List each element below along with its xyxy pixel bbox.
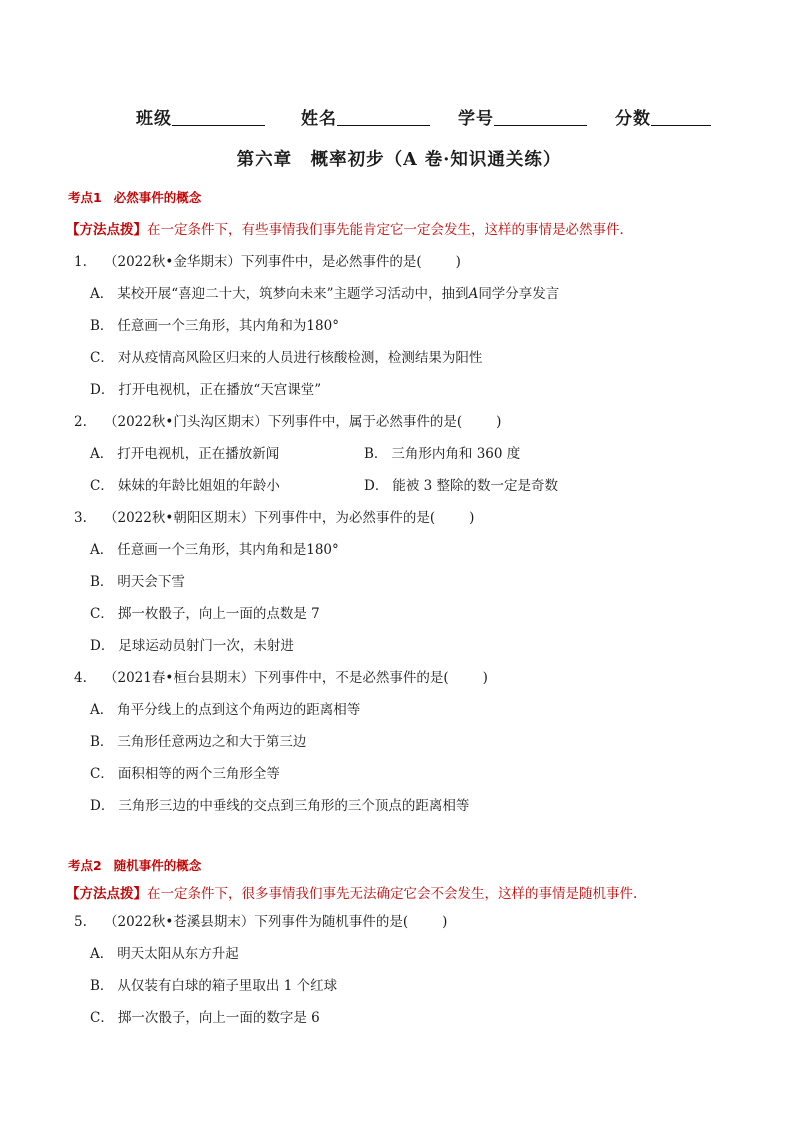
option-letter: C．	[90, 606, 114, 622]
option-text: 角平分线上的点到这个角两边的距离相等	[117, 702, 361, 718]
option-text: 任意画一个三角形，其内角和为180°	[117, 318, 339, 334]
score-blank[interactable]	[651, 109, 711, 126]
knowledge-point-label: 考点1	[68, 190, 102, 205]
option-2b	[364, 442, 520, 462]
option-text: 能被 3 整除的数一定是奇数	[392, 478, 558, 494]
option-text: 三角形三边的中垂线的交点到三角形的三个顶点的距离相等	[118, 798, 470, 814]
option-text: 打开电视机，正在播放“天宫课堂”	[118, 382, 322, 398]
question-2	[74, 410, 501, 430]
page-title: 第六章 概率初步（A 卷·知识通关练）	[236, 150, 562, 170]
option-letter: D．	[364, 478, 389, 494]
option-3c	[90, 602, 320, 622]
method-text: 在一定条件下，有些事情我们事先能肯定它一定会发生，这样的事情是必然事件．	[147, 222, 633, 238]
question-source: （2022秋•门头沟区期末）	[104, 414, 268, 430]
option-text: 明天太阳从东方升起	[117, 946, 239, 962]
option-text: 从仅装有白球的箱子里取出 1 个红球	[117, 978, 338, 994]
option-text-post: 同学分享发言	[478, 286, 560, 302]
option-letter: A．	[90, 286, 114, 302]
student-info-line	[136, 104, 736, 129]
option-text: 掷一枚骰子，向上一面的点数是 7	[117, 606, 320, 622]
option-letter: A．	[90, 702, 114, 718]
question-stem: 下列事件中，为必然事件的是(	[254, 510, 436, 526]
option-text: 掷一次骰子，向上一面的数字是 6	[117, 1010, 320, 1026]
option-letter: D．	[90, 798, 115, 814]
option-letter: B．	[90, 978, 114, 994]
option-text-pre: 某校开展“喜迎二十大，筑梦向未来”主题学习活动中，抽到	[117, 286, 469, 302]
method-text: 在一定条件下，很多事情我们事先无法确定它会不会发生，这样的事情是随机事件.	[147, 886, 638, 902]
option-letter: B．	[90, 734, 114, 750]
question-number: 3.	[74, 510, 87, 526]
method-tag: 【方法点拨】	[66, 886, 147, 902]
option-text: 三角形内角和 360 度	[391, 446, 521, 462]
question-number: 2.	[74, 414, 87, 430]
option-3b	[90, 570, 185, 590]
option-1c	[90, 346, 482, 366]
option-text: 足球运动员射门一次，未射进	[118, 638, 294, 654]
option-2a	[90, 442, 279, 462]
option-letter: C．	[90, 478, 114, 494]
question-number: 1.	[74, 254, 87, 270]
method-tag: 【方法点拨】	[66, 222, 147, 238]
id-label: 学号	[458, 109, 494, 129]
option-3d	[90, 634, 294, 654]
option-letter: D．	[90, 638, 115, 654]
option-text: 三角形任意两边之和大于第三边	[117, 734, 307, 750]
question-stem: 下列事件为随机事件的是(	[254, 914, 409, 930]
option-1b	[90, 314, 339, 334]
question-source: （2022秋•金华期末）	[104, 254, 241, 270]
knowledge-point-title: 随机事件的概念	[113, 858, 202, 873]
option-letter: B．	[364, 446, 388, 462]
question-stem-end: )	[482, 670, 488, 686]
question-stem: 下列事件中，属于必然事件的是(	[267, 414, 463, 430]
question-stem-end: )	[496, 414, 502, 430]
question-5	[74, 910, 447, 930]
option-4b	[90, 730, 306, 750]
question-3	[74, 506, 474, 526]
id-blank[interactable]	[494, 109, 587, 126]
section-heading-1	[68, 188, 201, 206]
question-stem: 下列事件中，不是必然事件的是(	[254, 670, 449, 686]
option-5c	[90, 1006, 320, 1026]
id-field	[458, 104, 587, 129]
option-letter: A．	[90, 946, 114, 962]
question-stem-end: )	[469, 510, 475, 526]
class-label: 班级	[136, 109, 172, 129]
option-text: 妹妹的年龄比姐姐的年龄小	[117, 478, 280, 494]
knowledge-point-label: 考点2	[68, 858, 102, 873]
option-letter: A．	[90, 446, 114, 462]
question-source: （2022秋•朝阳区期末）	[104, 510, 255, 526]
option-letter: C．	[90, 350, 114, 366]
option-letter: C．	[90, 1010, 114, 1026]
question-stem: 下列事件中，是必然事件的是(	[240, 254, 422, 270]
class-field	[136, 104, 265, 129]
option-2c	[90, 474, 280, 494]
option-4d	[90, 794, 469, 814]
class-blank[interactable]	[172, 109, 265, 126]
question-number: 5.	[74, 914, 87, 930]
option-1a	[90, 282, 559, 302]
method-tip-2	[66, 882, 637, 902]
option-4a	[90, 698, 360, 718]
name-label: 姓名	[301, 109, 337, 129]
question-4	[74, 666, 488, 686]
option-text: 任意画一个三角形，其内角和是180°	[117, 542, 339, 558]
score-field	[615, 104, 711, 129]
question-number: 4.	[74, 670, 87, 686]
option-text: 面积相等的两个三角形全等	[117, 766, 280, 782]
option-text: 明天会下雪	[117, 574, 185, 590]
method-tip-1	[66, 218, 633, 238]
question-stem-end: )	[455, 254, 461, 270]
option-3a	[90, 538, 339, 558]
option-5a	[90, 942, 239, 962]
score-label: 分数	[615, 109, 651, 129]
name-field	[301, 104, 430, 129]
question-source: （2022秋•苍溪县期末）	[104, 914, 255, 930]
name-blank[interactable]	[337, 109, 430, 126]
option-letter: D．	[90, 382, 115, 398]
option-1d	[90, 378, 321, 398]
option-letter: A．	[90, 542, 114, 558]
option-text: 对从疫情高风险区归来的人员进行核酸检测，检测结果为阳性	[117, 350, 483, 366]
option-5b	[90, 974, 337, 994]
question-1	[74, 250, 461, 270]
question-source: （2021春•桓台县期末）	[104, 670, 255, 686]
option-letter: C．	[90, 766, 114, 782]
option-4c	[90, 762, 280, 782]
option-letter: B．	[90, 318, 114, 334]
knowledge-point-title: 必然事件的概念	[113, 190, 202, 205]
section-heading-2	[68, 856, 201, 874]
option-letter: B．	[90, 574, 114, 590]
question-stem-end: )	[442, 914, 448, 930]
option-2d	[364, 474, 558, 494]
option-variable: A	[468, 286, 479, 302]
option-text: 打开电视机，正在播放新闻	[117, 446, 280, 462]
